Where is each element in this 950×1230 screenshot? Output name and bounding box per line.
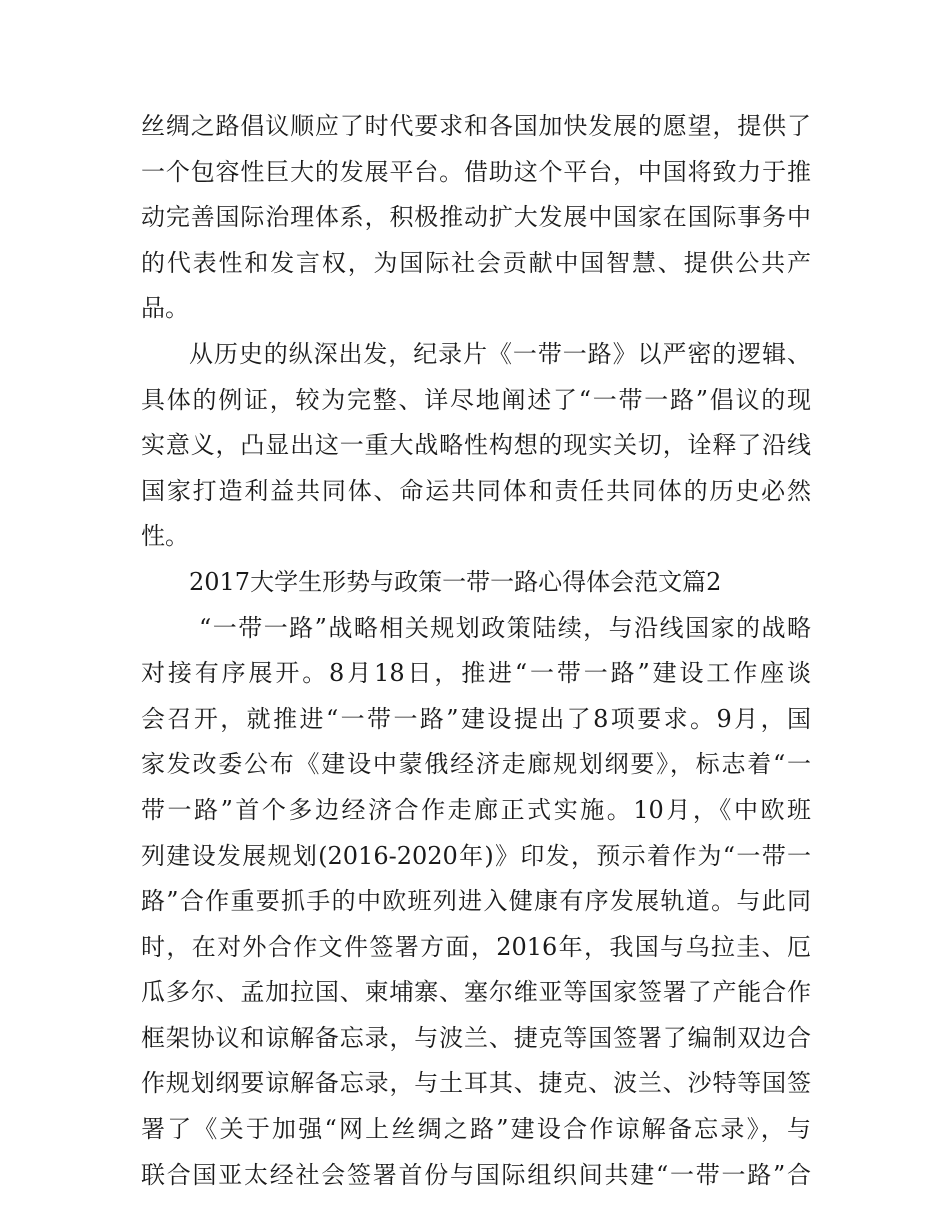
text-line: 具体的例证，较为完整、详尽地阐述了“一带一路”倡议的现: [141, 385, 811, 414]
text-line: 国家打造利益共同体、命运共同体和责任共同体的历史必然: [141, 476, 811, 505]
text-line: 一个包容性巨大的发展平台。借助这个平台，中国将致力于推: [141, 157, 811, 186]
text-line: 作规划纲要谅解备忘录，与土耳其、捷克、波兰、沙特等国签: [141, 1069, 811, 1098]
text-line: 列建设发展规划(2016-2020年)》印发，预示着作为“一带一: [141, 841, 811, 870]
text-line: 路”合作重要抓手的中欧班列进入健康有序发展轨道。与此同: [141, 887, 811, 916]
text-line: 品。: [141, 294, 189, 323]
text-line: 的代表性和发言权，为国际社会贡献中国智慧、提供公共产: [141, 248, 811, 277]
text-line: 会召开，就推进“一带一路”建设提出了8项要求。9月，国: [141, 704, 811, 733]
text-line: 带一路”首个多边经济合作走廊正式实施。10月，《中欧班: [141, 795, 811, 824]
text-line: 家发改委公布《建设中蒙俄经济走廊规划纲要》，标志着“一: [141, 750, 811, 779]
section-heading: 2017大学生形势与政策一带一路心得体会范文篇2: [189, 567, 722, 596]
text-line: 署了《关于加强“网上丝绸之路”建设合作谅解备忘录》，与: [141, 1115, 811, 1144]
text-line: 瓜多尔、孟加拉国、柬埔寨、塞尔维亚等国家签署了产能合作: [141, 978, 811, 1007]
text-line: 实意义，凸显出这一重大战略性构想的现实关切，诠释了沿线: [141, 431, 811, 460]
text-line: 联合国亚太经社会签署首份与国际组织间共建“一带一路”合: [141, 1160, 811, 1189]
text-line: 性。: [141, 522, 189, 551]
text-line: 时，在对外合作文件签署方面，2016年，我国与乌拉圭、厄: [141, 932, 811, 961]
document-body: [141, 104, 811, 1198]
text-line: 从历史的纵深出发，纪录片《一带一路》以严密的逻辑、: [189, 339, 811, 368]
text-line: “一带一路”战略相关规划政策陆续，与沿线国家的战略: [199, 613, 811, 642]
text-line: 动完善国际治理体系，积极推动扩大发展中国家在国际事务中: [141, 203, 811, 232]
text-line: 框架协议和谅解备忘录，与波兰、捷克等国签署了编制双边合: [141, 1023, 811, 1052]
text-line: 丝绸之路倡议顺应了时代要求和各国加快发展的愿望，提供了: [141, 112, 811, 140]
text-line: 对接有序展开。8月18日，推进“一带一路”建设工作座谈: [141, 659, 811, 688]
